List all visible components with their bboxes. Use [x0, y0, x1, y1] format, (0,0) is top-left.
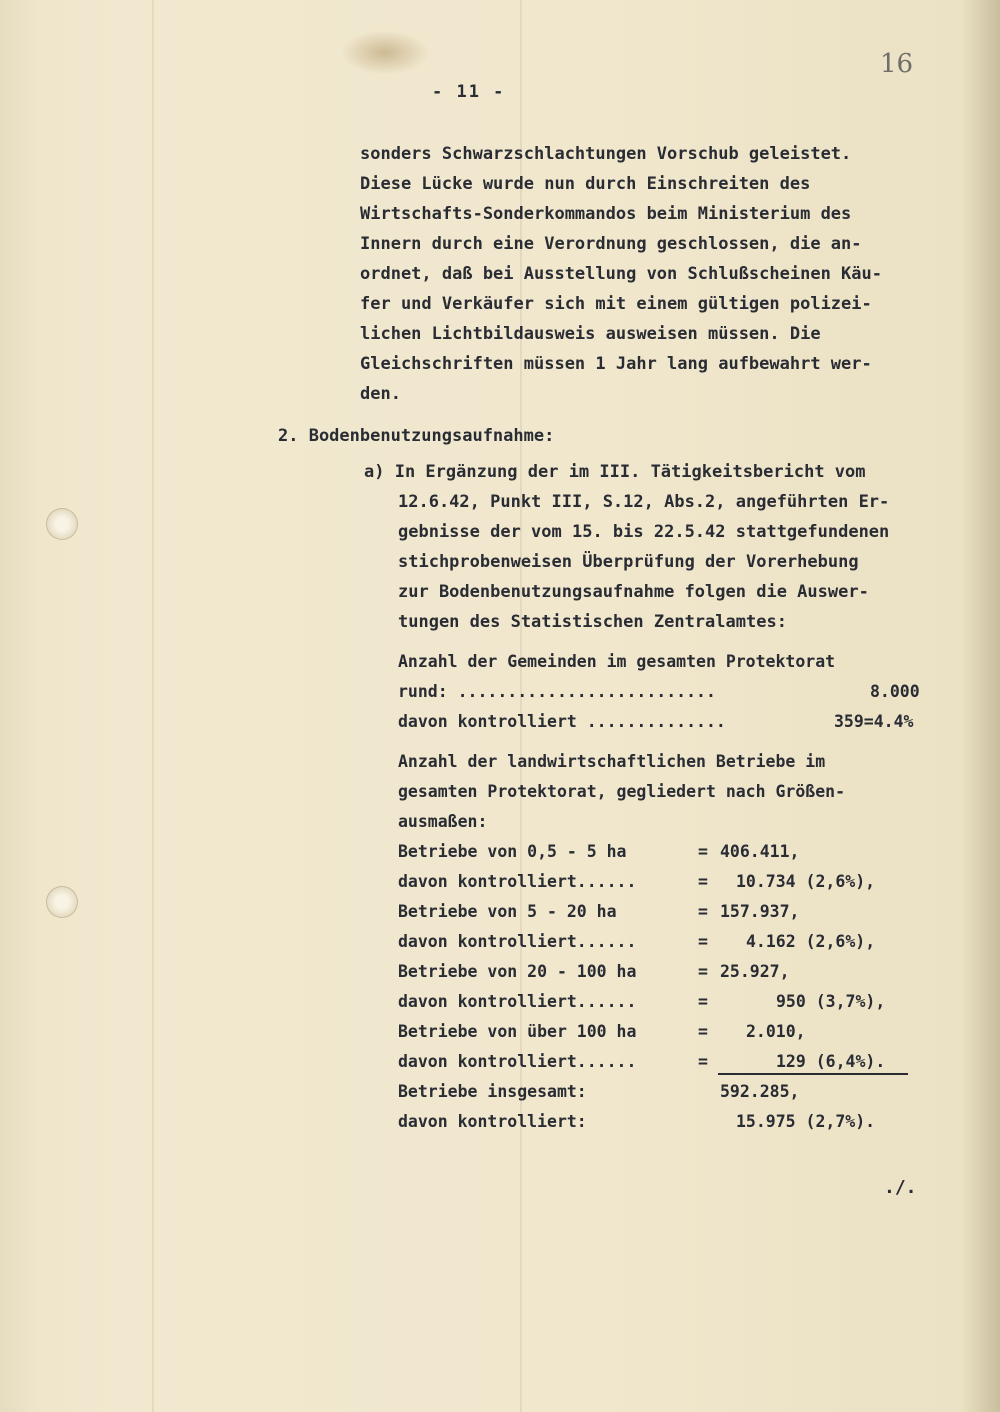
farm-row-eq: =: [698, 1022, 708, 1041]
text-line: Gleichschriften müssen 1 Jahr lang aufbewahrt wer-: [360, 354, 872, 374]
punch-hole: [46, 886, 78, 918]
text-line: ordnet, daß bei Ausstellung von Schlußscheinen Käu-: [360, 264, 882, 284]
farm-row-label: davon kontrolliert......: [398, 1052, 637, 1071]
farm-row-eq: =: [698, 932, 708, 951]
text-line: fer und Verkäufer sich mit einem gültigen polizei-: [360, 294, 872, 314]
farm-row-value: 4.162 (2,6%),: [746, 932, 876, 951]
farm-row-label: davon kontrolliert......: [398, 992, 637, 1011]
farm-row-value: 129 (6,4%).: [776, 1052, 886, 1071]
continuation-mark: ./.: [884, 1177, 917, 1198]
farm-row-label: davon kontrolliert......: [398, 872, 637, 891]
stain: [340, 30, 430, 75]
text-line: stichprobenweisen Überprüfung der Vorerhebung: [398, 552, 859, 572]
farm-row-label: davon kontrolliert......: [398, 932, 637, 951]
total-value: 15.975 (2,7%).: [736, 1112, 876, 1131]
text-line: 12.6.42, Punkt III, S.12, Abs.2, angeführten Er-: [398, 492, 890, 512]
farm-row-label: Betriebe von 0,5 - 5 ha: [398, 842, 627, 861]
farm-row-value: 2.010,: [746, 1022, 806, 1041]
text-line: a) In Ergänzung der im III. Tätigkeitsbericht vom: [364, 462, 866, 482]
farm-row-value: 10.734 (2,6%),: [736, 872, 876, 891]
farm-row-value: 157.937,: [720, 902, 800, 921]
text-line: sonders Schwarzschlachtungen Vorschub geleistet.: [360, 144, 852, 164]
stat-label: davon kontrolliert ..............: [398, 712, 726, 731]
text-line: ausmaßen:: [398, 812, 488, 831]
text-line: Wirtschafts-Sonderkommandos beim Ministerium des: [360, 204, 852, 224]
farm-row-value: 25.927,: [720, 962, 790, 981]
farm-row-eq: =: [698, 992, 708, 1011]
text-line: den.: [360, 384, 401, 404]
farm-row-eq: =: [698, 962, 708, 981]
farm-row-eq: =: [698, 872, 708, 891]
folio-number: 16: [880, 49, 914, 79]
farm-row-eq: =: [698, 902, 708, 921]
farm-row-label: Betriebe von 20 - 100 ha: [398, 962, 637, 981]
text-line: Diese Lücke wurde nun durch Einschreiten des: [360, 174, 811, 194]
sum-underline: [718, 1073, 908, 1075]
farm-row-label: Betriebe von 5 - 20 ha: [398, 902, 617, 921]
text-line: Innern durch eine Verordnung geschlossen, die an-: [360, 234, 862, 254]
text-line: Anzahl der landwirtschaftlichen Betriebe im: [398, 752, 826, 771]
farm-row-eq: =: [698, 842, 708, 861]
farm-row-label: Betriebe von über 100 ha: [398, 1022, 637, 1041]
text-line: tungen des Statistischen Zentralamtes:: [398, 612, 787, 632]
paper-fold: [152, 0, 154, 1412]
text-line: lichen Lichtbildausweis ausweisen müssen. Die: [360, 324, 821, 344]
farm-row-eq: =: [698, 1052, 708, 1071]
total-label: davon kontrolliert:: [398, 1112, 587, 1131]
page-number: - 11 -: [432, 82, 506, 102]
text-line: Anzahl der Gemeinden im gesamten Protektorat: [398, 652, 836, 671]
farm-row-value: 950 (3,7%),: [776, 992, 886, 1011]
text-line: gebnisse der vom 15. bis 22.5.42 stattgefundenen: [398, 522, 890, 542]
stat-label: rund: ..........................: [398, 682, 716, 701]
section-heading: 2. Bodenbenutzungsaufnahme:: [278, 426, 555, 446]
punch-hole: [46, 508, 78, 540]
text-line: zur Bodenbenutzungsaufnahme folgen die Auswer-: [398, 582, 869, 602]
stat-value: 8.000: [870, 682, 920, 701]
farm-row-value: 406.411,: [720, 842, 800, 861]
total-value: 592.285,: [720, 1082, 800, 1101]
stat-value: 359=4.4%: [834, 712, 914, 731]
total-label: Betriebe insgesamt:: [398, 1082, 587, 1101]
text-line: gesamten Protektorat, gegliedert nach Größen-: [398, 782, 846, 801]
